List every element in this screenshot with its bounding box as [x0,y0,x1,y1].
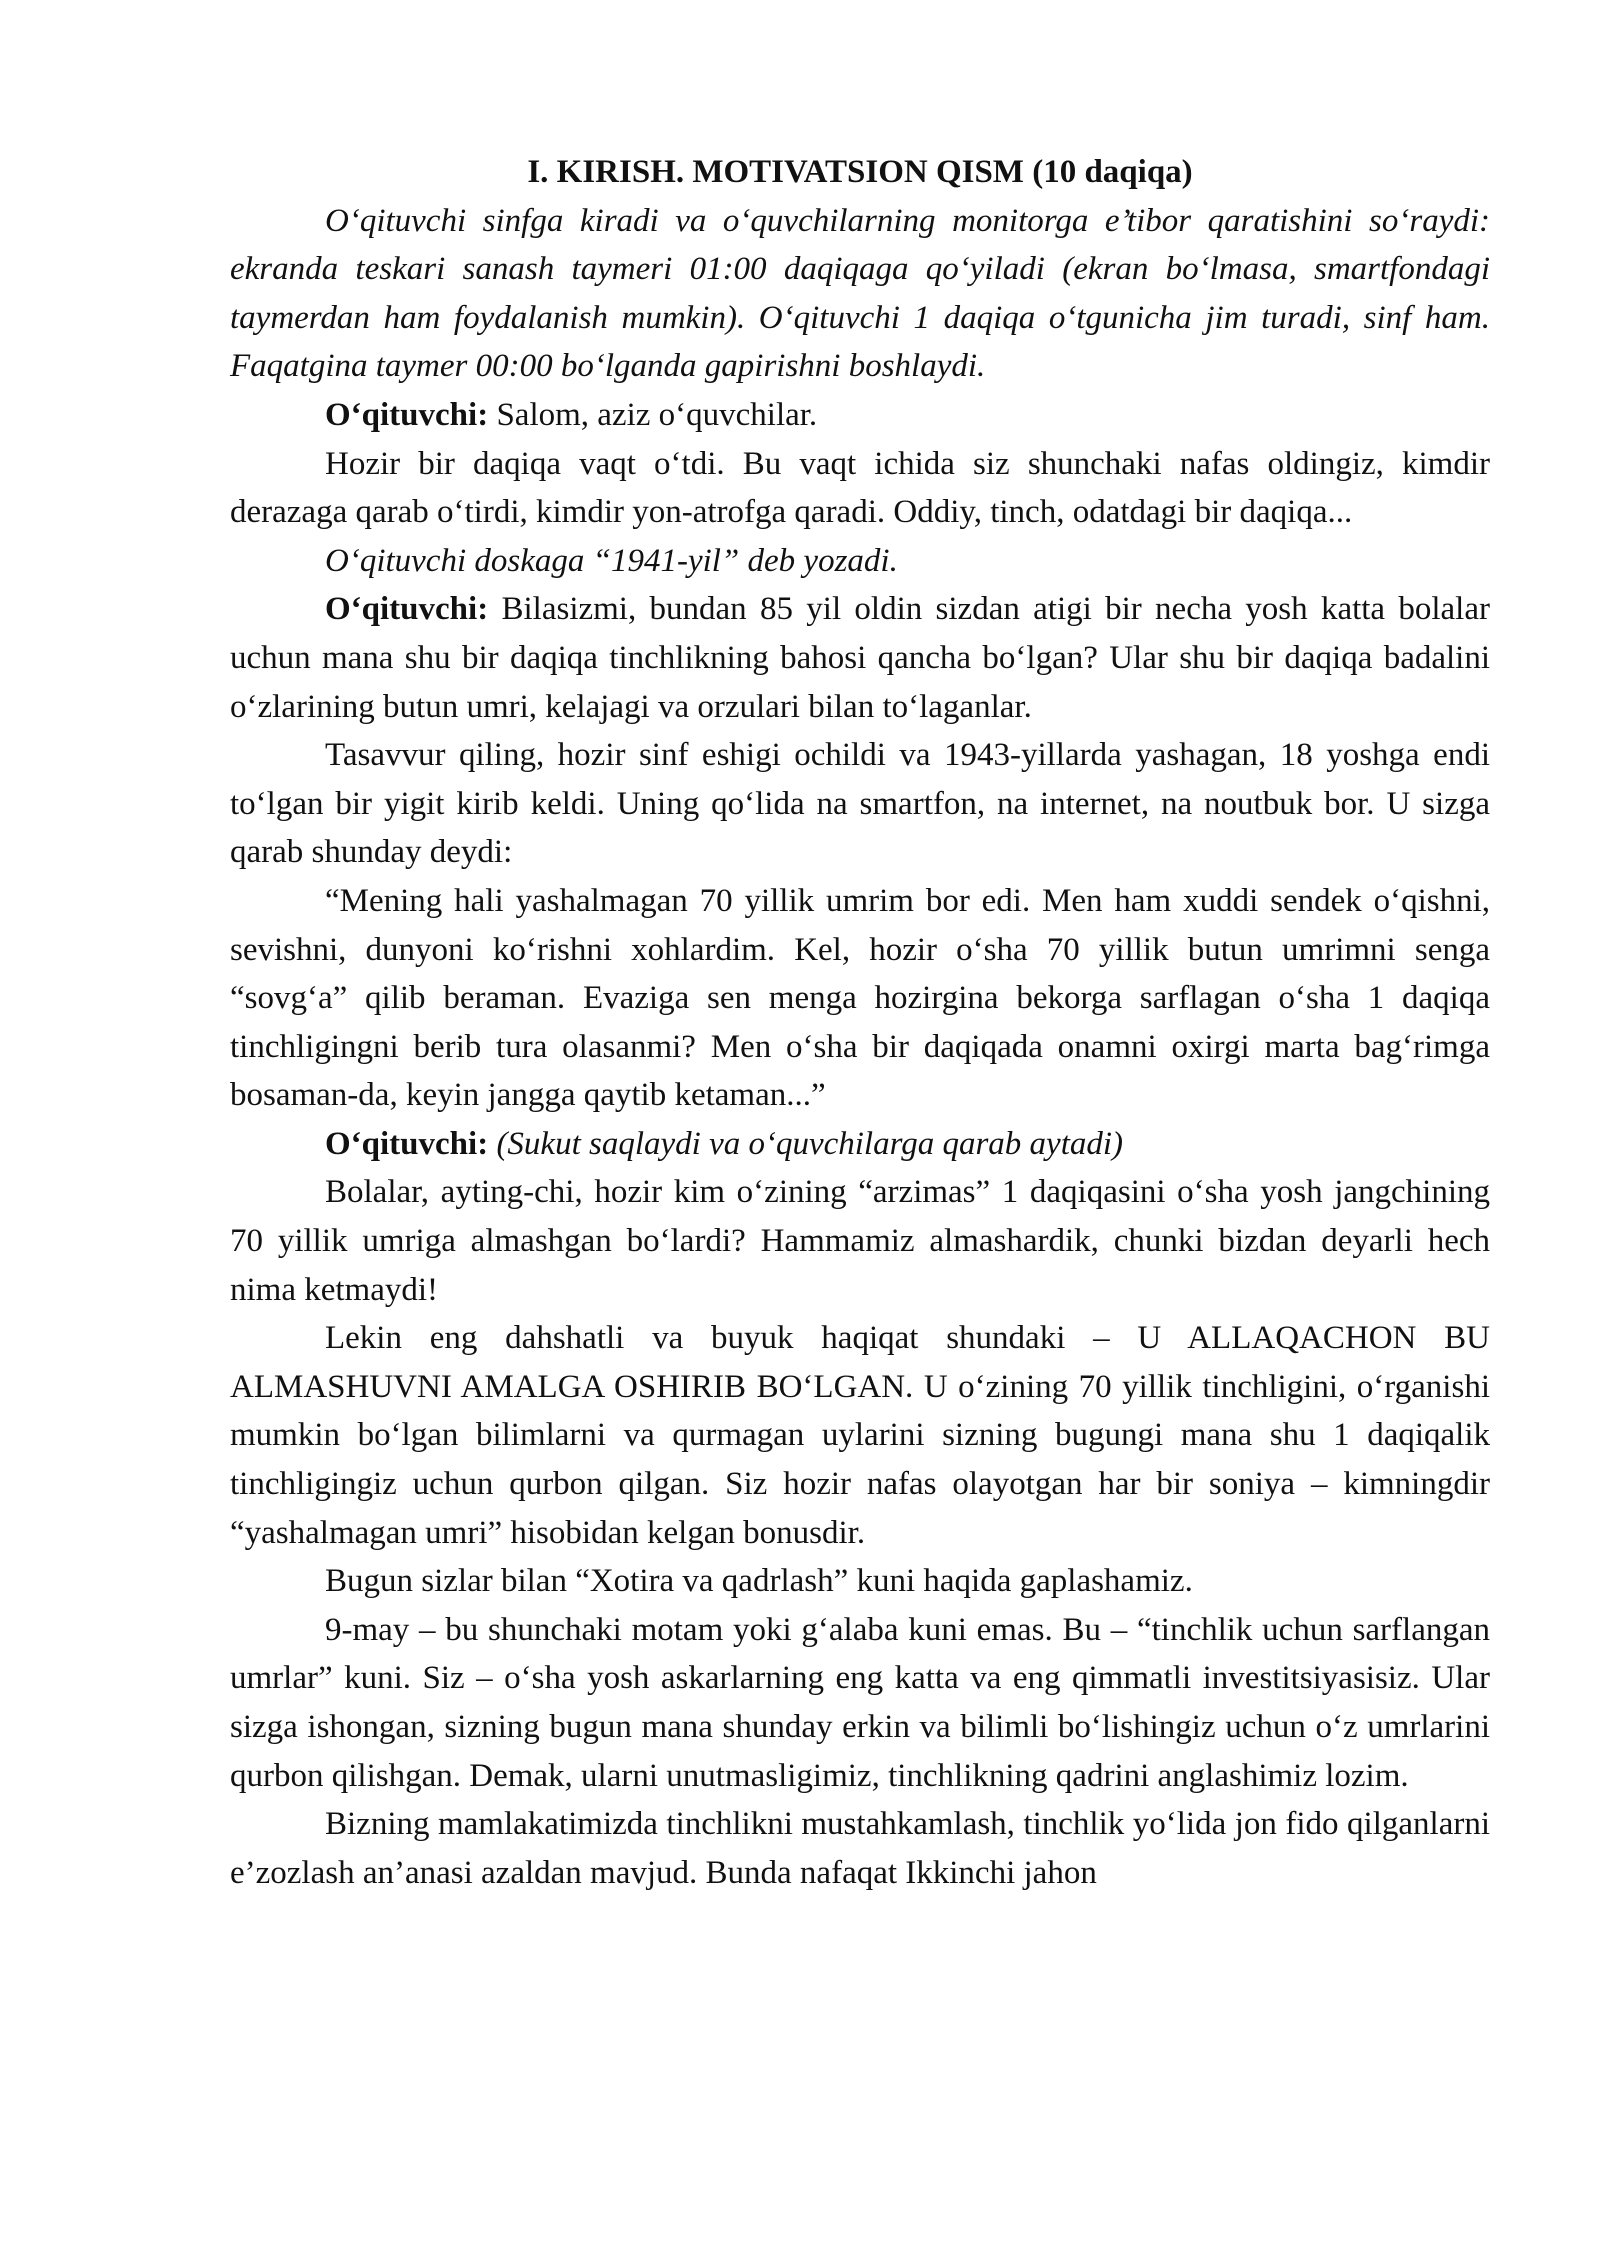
speaker-label: O‘qituvchi: [325,591,489,628]
paragraph-text: 9-may – bu shunchaki motam yoki g‘alaba kuni emas. Bu – “tinchlik uchun sarflangan umrlar” kuni. Siz – o‘sha yosh askarlarning eng katta va eng qimmatli investitsiyasisiz. Ular sizga ishongan, sizning bugun mana shunday erkin va bilimli bo‘lishingiz uchun o‘z umrlarini qurbon qilishgan. Demak, ularni unutmasligimiz, tinchlikning qadrini anglashimiz lozim. [230,1611,1490,1794]
document-body [230,148,1490,1897]
speaker-label: O‘qituvchi: [325,1125,489,1162]
speaker-label: O‘qituvchi: [325,396,489,433]
section-heading: I. KIRISH. MOTIVATSION QISM (10 daqiqa) [527,154,1193,190]
paragraph-text: O‘qituvchi sinfga kiradi va o‘quvchilarning monitorga e’tibor qaratishini so‘raydi: ekranda teskari sanash taymeri 01:00 daqiqaga qo‘yiladi (ekran bo‘lmasa, smartfondagi taymerdan ham foydalanish mumkin). O‘qituvchi 1 daqiqa o‘tgunicha jim turadi, sinf ham. Faqatgina taymer 00:00 bo‘lganda gapirishni boshlaydi. [230,202,1490,385]
paragraph-imagine [230,731,1490,877]
paragraph-soldier-quote [230,877,1490,1120]
paragraph-text: Bugun sizlar bilan “Xotira va qadrlash” kuni haqida gaplashamiz. [325,1563,1193,1600]
paragraph-may-ninth [230,1606,1490,1800]
paragraph-stage-direction-board [230,537,1490,586]
paragraph-teacher-greeting [230,391,1490,440]
paragraph-text: “Mening hali yashalmagan 70 yillik umrim bor edi. Men ham xuddi sendek o‘qishni, sevishni, dunyoni ko‘rishni xohlardim. Kel, hozir o‘sha 70 yillik butun umrimni senga “sovg‘a” qilib beraman. Evaziga sen menga hozirgina bekorga sarflagan o‘sha 1 daqiqa tinchligingni berib tura olasanmi? Men o‘sha bir daqiqada onamni oxirgi marta bag‘rimga bosaman-da, keyin jangga qaytib ketaman...” [230,882,1490,1114]
paragraph-text: Hozir bir daqiqa vaqt o‘tdi. Bu vaqt ichida siz shunchaki nafas oldingiz, kimdir derazaga qarab o‘tirdi, kimdir yon-atrofga qaradi. Oddiy, tinch, odatdagi bir daqiqa... [230,445,1490,531]
paragraph-one-minute [230,440,1490,537]
paragraph-text: (Sukut saqlaydi va o‘quvchilarga qarab aytadi) [488,1125,1124,1162]
paragraph-great-truth [230,1314,1490,1557]
paragraph-text: O‘qituvchi doskaga “1941-yil” deb yozadi. [325,542,898,579]
paragraph-text: Bilasizmi, bundan 85 yil oldin sizdan atigi bir necha yosh katta bolalar uchun mana shu bir daqiqa tinchlikning bahosi qancha bo‘lgan? Ular shu bir daqiqa badalini o‘zlarining butun umri, kelajagi va orzulari bilan to‘laganlar. [230,591,1490,725]
paragraph-teacher-question [230,585,1490,731]
paragraph-stage-direction-intro [230,197,1490,391]
paragraph-text: Lekin eng dahshatli va buyuk haqiqat shundaki – U ALLAQACHON BU ALMASHUVNI AMALGA OSHIRIB BO‘LGAN. U o‘zining 70 yillik tinchligini, o‘rganishi mumkin bo‘lgan bilimlarni va qurmagan uylarini sizning bugungi mana shu 1 daqiqalik tinchligingiz uchun qurbon qilgan. Siz hozir nafas olayotgan har bir soniya – kimningdir “yashalmagan umri” hisobidan kelgan bonusdir. [230,1320,1490,1551]
paragraph-teacher-silence [230,1120,1490,1169]
paragraph-text: Bolalar, ayting-chi, hozir kim o‘zining “arzimas” 1 daqiqasini o‘sha yosh jangchining 70 yillik umriga almashgan bo‘lardi? Hammamiz almashardik, chunki bizdan deyarli hech nima ketmaydi! [230,1174,1490,1308]
paragraph-text: Bizning mamlakatimizda tinchlikni mustahkamlash, tinchlik yo‘lida jon fido qilganlarni e’zozlash an’anasi azaldan mavjud. Bunda nafaqat Ikkinchi jahon [230,1806,1490,1891]
paragraph-today-topic [230,1557,1490,1606]
paragraph-text: Salom, aziz o‘quvchilar. [488,396,818,433]
paragraph-tradition [230,1800,1490,1897]
paragraph-children-question [230,1168,1490,1314]
paragraph-text: Tasavvur qiling, hozir sinf eshigi ochildi va 1943-yillarda yashagan, 18 yoshga endi to‘lgan bir yigit kirib keldi. Uning qo‘lida na smartfon, na internet, na noutbuk bor. U sizga qarab shunday deydi: [230,737,1490,871]
